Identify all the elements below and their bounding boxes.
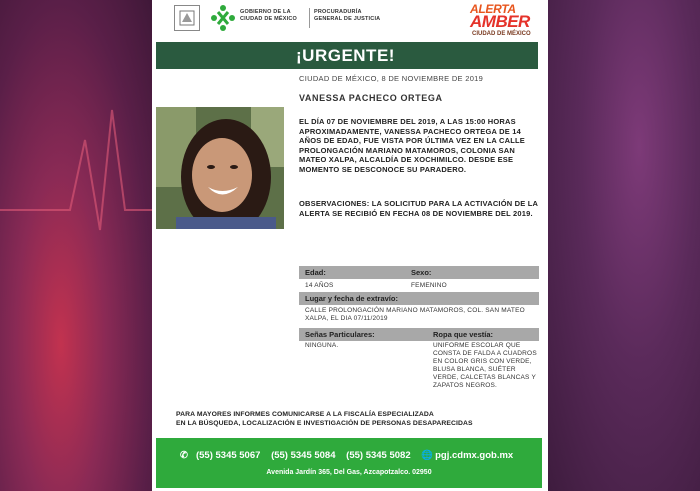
missing-person-name: VANESSA PACHECO ORTEGA	[299, 93, 443, 103]
contact-line2: EN LA BÚSQUEDA, LOCALIZACIÓN E INVESTIGACIÓN DE PERSONAS DESAPARECIDAS	[176, 419, 473, 427]
phone-2[interactable]: (55) 5345 5084	[271, 450, 336, 461]
government-seal-icon	[174, 5, 200, 31]
amber-line3: CIUDAD DE MÉXICO	[472, 31, 531, 37]
urgent-title: ¡URGENTE!	[296, 46, 395, 65]
office-address: Avenida Jardín 365, Del Gas, Azcapotzalco. 02950	[266, 469, 432, 476]
cdmx-logo-icon	[210, 4, 236, 32]
place-header	[299, 292, 539, 305]
sex-label: Sexo:	[411, 268, 432, 277]
website-link[interactable]: pgj.cdmx.gob.mx	[435, 450, 514, 461]
marks-value: NINGUNA.	[305, 342, 339, 349]
age-sex-header	[299, 266, 539, 279]
header-divider	[309, 8, 310, 28]
globe-icon: 🌐	[421, 450, 434, 461]
clothes-value: UNIFORME ESCOLAR QUE CONSTA DE FALDA A CUADROS EN COLOR GRIS CON VERDE, BLUSA BLANCA, SUÉTER VERDE, CALCETAS BLANCAS Y ZAPATOS NEGROS.	[433, 342, 537, 389]
clothes-label: Ropa que vestía:	[433, 330, 494, 339]
incident-description: EL DÍA 07 DE NOVIEMBRE DEL 2019, A LAS 15:00 HORAS APROXIMADAMENTE, VANESSA PACHECO ORTEGA DE 14 AÑOS DE EDAD, FUE VISTA POR ÚLTIMA VEZ EN LA CALLE PROLONGACIÓN MARIANO MATAMOROS, COLONIA SAN MATEO XALPA, ALCALDÍA DE XOCHIMILCO. DESDE ESE MOMENTO SE DESCONOCE SU PARADERO.	[299, 117, 525, 174]
alert-poster	[152, 0, 548, 491]
phone-icon: ✆	[180, 450, 188, 461]
missing-person-photo	[156, 107, 284, 229]
contact-info	[176, 411, 473, 428]
background-right	[548, 0, 700, 491]
sex-value: FEMENINO	[411, 282, 447, 289]
proc-line2: GENERAL DE JUSTICIA	[314, 16, 381, 22]
contact-line1: PARA MAYORES INFORMES COMUNICARSE A LA FISCALÍA ESPECIALIZADA	[176, 411, 434, 418]
amber-line1: ALERTA	[470, 2, 516, 16]
heartbeat-line-icon	[0, 80, 152, 240]
marks-label: Señas Particulares:	[305, 330, 375, 339]
phone-3[interactable]: (55) 5345 5082	[346, 450, 411, 461]
procuraduria-name	[314, 9, 380, 23]
phone-1[interactable]: (55) 5345 5067	[195, 450, 261, 461]
phone-list	[180, 450, 530, 461]
gov-line1: GOBIERNO DE LA	[240, 9, 291, 15]
proc-line1: PROCURADURÍA	[314, 9, 362, 15]
alert-date: CIUDAD DE MÉXICO, 8 DE NOVIEMBRE DE 2019	[299, 74, 484, 83]
age-value: 14 AÑOS	[305, 282, 334, 289]
background-left	[0, 0, 152, 491]
amber-line2: AMBER	[470, 12, 530, 31]
observations-note: OBSERVACIONES: LA SOLICITUD PARA LA ACTIVACIÓN DE LA ALERTA SE RECIBIÓ EN FECHA 08 DE NOVIEMBRE DEL 2019.	[299, 199, 538, 218]
urgent-banner	[156, 42, 538, 69]
place-label: Lugar y fecha de extravío:	[305, 294, 398, 303]
alerta-amber-logo	[470, 2, 536, 40]
government-name	[240, 9, 297, 23]
poster-header	[152, 0, 548, 40]
contact-bar	[156, 438, 542, 488]
age-label: Edad:	[305, 268, 326, 277]
marks-clothes-header	[299, 328, 539, 341]
gov-line2: CIUDAD DE MÉXICO	[240, 16, 297, 22]
place-value: CALLE PROLONGACIÓN MARIANO MATAMOROS, COL. SAN MATEO XALPA, EL DIA 07/11/2019	[305, 307, 525, 322]
